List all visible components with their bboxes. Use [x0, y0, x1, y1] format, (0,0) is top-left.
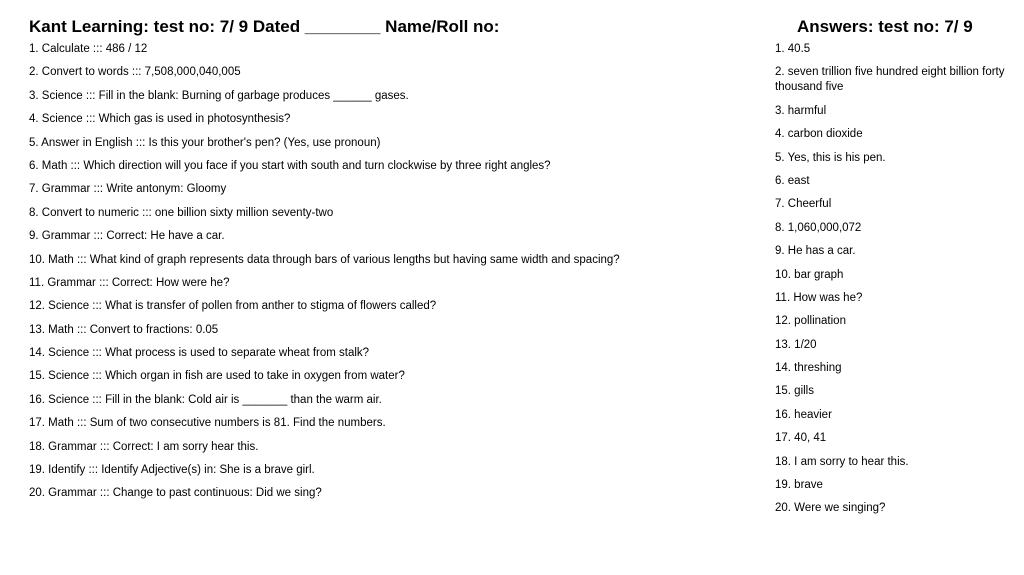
answer-item: 11. How was he? [775, 291, 863, 304]
answer-list [775, 42, 1005, 525]
answer-item: 14. threshing [775, 362, 842, 375]
answer-item: 1. 40.5 [775, 43, 811, 55]
question-item: 14. Science ::: What process is used to separate wheat from stalk? [29, 347, 370, 360]
question-item: 18. Grammar ::: Correct: I am sorry hear this. [29, 440, 259, 453]
answer-item: 15. gills [775, 385, 814, 398]
answer-item: 9. He has a car. [775, 245, 856, 258]
answer-item: 19. brave [775, 479, 823, 492]
question-item: 3. Science ::: Fill in the blank: Burning of garbage produces ______ gases. [29, 89, 409, 102]
question-item: 9. Grammar ::: Correct: He have a car. [29, 230, 225, 243]
question-item: 1. Calculate ::: 486 / 12 [29, 43, 148, 55]
question-item: 5. Answer in English ::: Is this your brother's pen? (Yes, use pronoun) [29, 136, 381, 149]
question-item: 17. Math ::: Sum of two consecutive numbers is 81. Find the numbers. [29, 417, 386, 430]
answer-item: 4. carbon dioxide [775, 128, 863, 141]
answer-item: 7. Cheerful [775, 198, 832, 211]
question-item: 10. Math ::: What kind of graph represents data through bars of various lengths but having same width and spacing? [29, 253, 620, 266]
question-item: 7. Grammar ::: Write antonym: Gloomy [29, 183, 227, 196]
answer-item: 3. harmful [775, 104, 827, 117]
question-item: 6. Math ::: Which direction will you face if you start with south and turn clockwise by three right angles? [29, 159, 551, 172]
answer-item: 8. 1,060,000,072 [775, 221, 862, 234]
question-item: 12. Science ::: What is transfer of pollen from anther to stigma of flowers called? [29, 300, 437, 313]
answer-item: 17. 40, 41 [775, 432, 827, 445]
question-item: 4. Science ::: Which gas is used in photosynthesis? [29, 113, 291, 126]
question-item: 13. Math ::: Convert to fractions: 0.05 [29, 323, 219, 336]
answer-item: 13. 1/20 [775, 338, 817, 351]
answer-item: 20. Were we singing? [775, 502, 886, 515]
question-item: 15. Science ::: Which organ in fish are used to take in oxygen from water? [29, 370, 405, 383]
answer-item: 16. heavier [775, 408, 832, 421]
question-item: 16. Science ::: Fill in the blank: Cold air is _______ than the warm air. [29, 393, 382, 406]
question-item: 11. Grammar ::: Correct: How were he? [29, 276, 230, 289]
question-item: 8. Convert to numeric ::: one billion sixty million seventy-two [29, 206, 334, 219]
question-item: 20. Grammar ::: Change to past continuous: Did we sing? [29, 487, 322, 500]
answer-item: 10. bar graph [775, 268, 844, 281]
answer-item: 6. east [775, 174, 810, 187]
answer-item: 12. pollination [775, 315, 846, 328]
test-title: Kant Learning: test no: 7/ 9 Dated ________ Name/Roll no: [29, 17, 500, 36]
question-item: 19. Identify ::: Identify Adjective(s) in: She is a brave girl. [29, 464, 315, 477]
answer-item: 18. I am sorry to hear this. [775, 455, 909, 468]
answers-title: Answers: test no: 7/ 9 [797, 17, 973, 36]
answer-item: 2. seven trillion five hundred eight billion forty thousand five [775, 66, 1005, 94]
question-list [29, 42, 749, 510]
question-item: 2. Convert to words ::: 7,508,000,040,005 [29, 66, 241, 79]
answer-item: 5. Yes, this is his pen. [775, 151, 886, 164]
